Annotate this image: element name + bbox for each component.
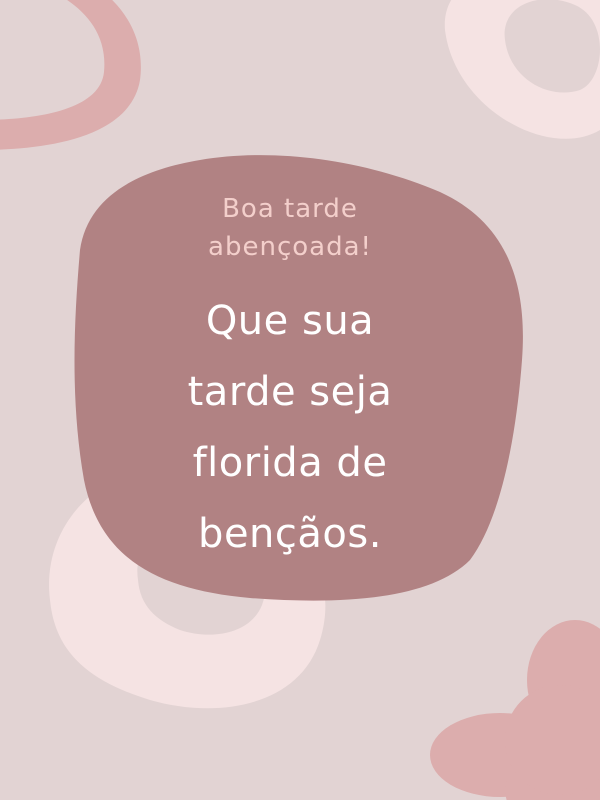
message-line-2: tarde seja [187,369,393,415]
greeting-subtitle [110,190,470,266]
greeting-line-2: abençoada! [208,232,372,262]
top-left-arch-shape [0,0,141,150]
text-block [110,190,470,570]
top-right-ring-shape [445,0,600,139]
message-line-4: bençãos. [198,511,382,557]
message-line-1: Que sua [205,298,375,344]
message-line-3: florida de [192,440,388,486]
bottom-right-flower-shape [430,620,600,800]
blessing-message [110,286,470,570]
greeting-line-1: Boa tarde [222,194,358,224]
